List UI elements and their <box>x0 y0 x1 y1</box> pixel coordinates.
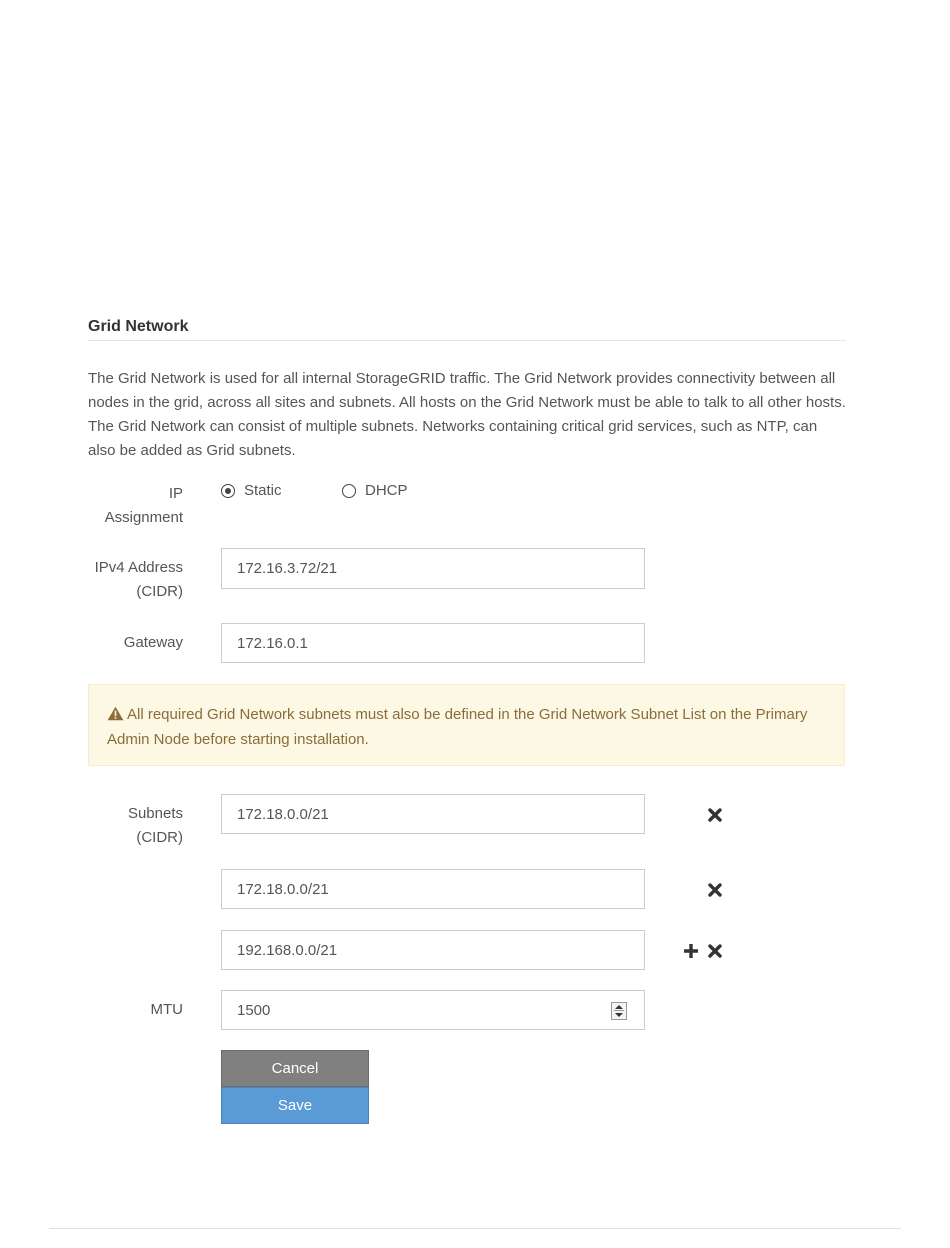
ip-assignment-label <box>105 482 183 530</box>
subnets-label-line2: (CIDR) <box>136 829 183 846</box>
subnets-label <box>128 802 183 850</box>
warning-alert-text: All required Grid Network subnets must also be defined in the Grid Network Subnet List on the Primary Admin Node before starting installation. <box>107 706 808 748</box>
radio-dhcp[interactable] <box>342 482 408 499</box>
gateway-input[interactable] <box>221 623 645 663</box>
section-title: Grid Network <box>88 318 189 335</box>
gateway-label: Gateway <box>123 634 183 651</box>
ipv4-label-line1: IPv4 Address <box>94 559 183 576</box>
footer-divider <box>49 1228 901 1229</box>
section-description: The Grid Network is used for all internal StorageGRID traffic. The Grid Network provides connectivity between all nodes in the grid, across all sites and subnets. All hosts on the Grid Network must be able to talk to all other hosts. The Grid Network can consist of multiple subnets. Networks containing critical grid services, such as NTP, can also be added as Grid subnets. <box>88 370 846 459</box>
radio-static[interactable] <box>221 482 282 499</box>
add-subnet-icon[interactable] <box>683 943 699 964</box>
ip-assignment-label-line2: Assignment <box>104 509 183 526</box>
ip-assignment-label-line1: IP <box>168 485 183 502</box>
mtu-stepper[interactable] <box>611 1002 627 1020</box>
subnet-input-2[interactable] <box>221 869 645 909</box>
subnet-input-3[interactable] <box>221 930 645 970</box>
remove-subnet-1-icon[interactable] <box>708 808 722 827</box>
remove-subnet-2-icon[interactable] <box>708 883 722 902</box>
cancel-button[interactable]: Cancel <box>221 1050 369 1087</box>
mtu-label: MTU <box>150 1001 183 1018</box>
ipv4-address-input[interactable] <box>221 548 645 589</box>
title-divider <box>88 340 846 341</box>
save-button[interactable]: Save <box>221 1087 369 1124</box>
radio-dhcp-indicator[interactable] <box>342 484 356 498</box>
remove-subnet-3-icon[interactable] <box>708 944 722 963</box>
ipv4-label-line2: (CIDR) <box>136 583 183 600</box>
ipv4-address-label <box>95 556 183 604</box>
subnet-input-1[interactable] <box>221 794 645 834</box>
warning-alert <box>88 684 845 766</box>
radio-dhcp-label: DHCP <box>365 482 408 499</box>
radio-static-indicator[interactable] <box>221 484 235 498</box>
subnets-label-line1: Subnets <box>127 805 183 822</box>
stepper-divider <box>614 1010 624 1011</box>
radio-static-label: Static <box>244 482 282 499</box>
mtu-input[interactable] <box>221 990 645 1030</box>
warning-triangle-icon <box>107 705 124 728</box>
